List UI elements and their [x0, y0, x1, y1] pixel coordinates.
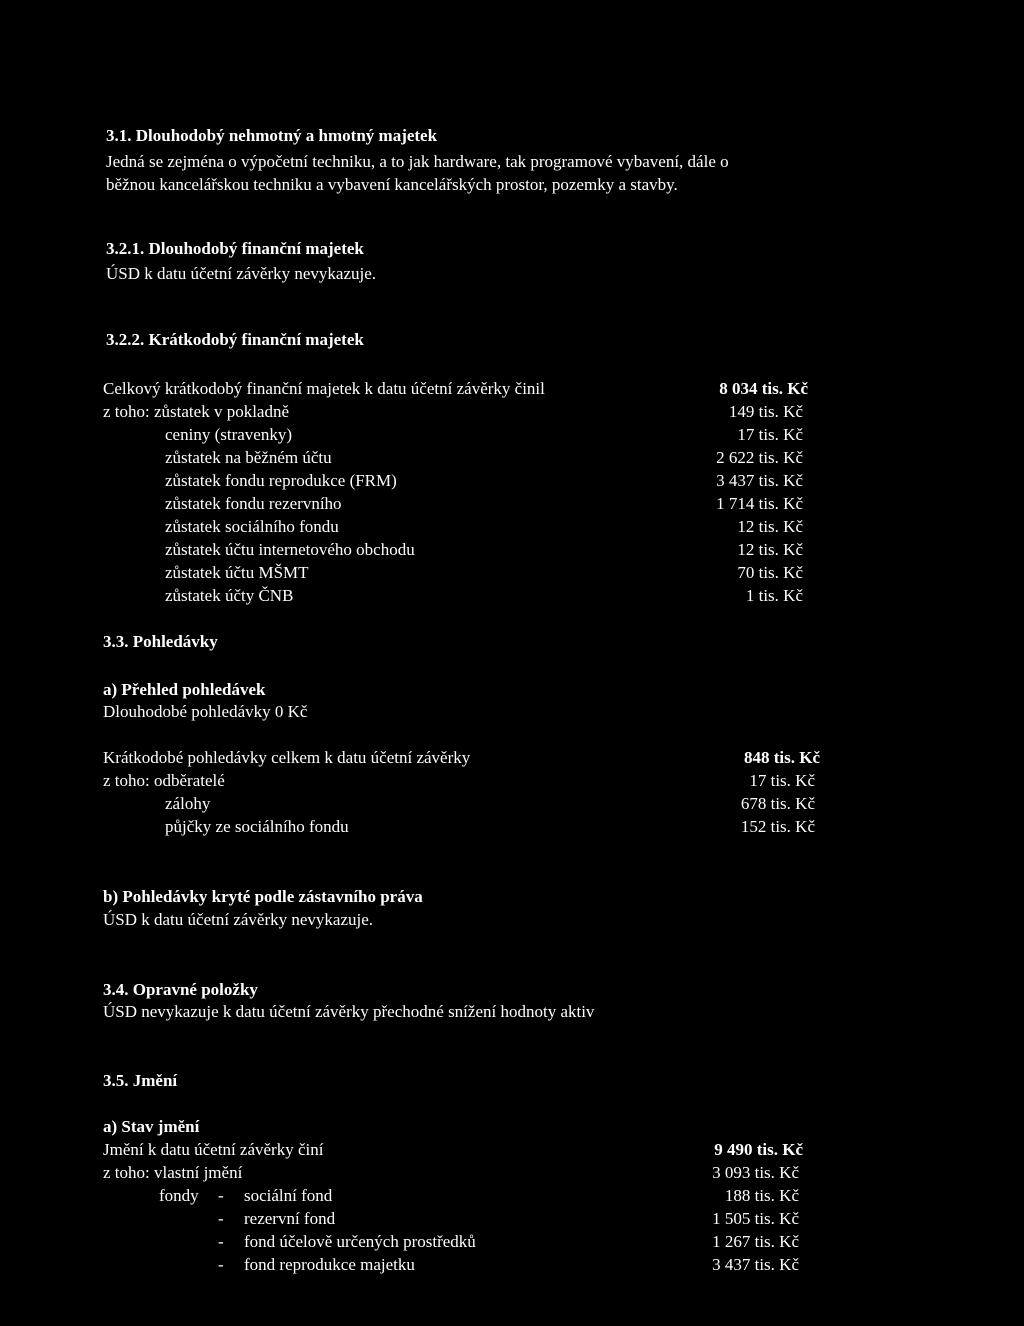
- short-term-item-value: 2 622 tis. Kč: [716, 448, 803, 467]
- short-term-financial-total-row: [103, 378, 808, 401]
- short-term-item-value: 149 tis. Kč: [728, 402, 803, 421]
- short-term-financial-total-label: Celkový krátkodobý finanční majetek k datu účetní závěrky činil: [103, 379, 545, 398]
- fund-value: 3 437 tis. Kč: [712, 1255, 799, 1274]
- equity-total-value: 9 490 tis. Kč: [714, 1140, 803, 1159]
- short-term-item-value: 3 437 tis. Kč: [716, 471, 803, 490]
- short-term-item-row: [103, 401, 803, 424]
- receivable-item-value: 678 tis. Kč: [740, 794, 815, 813]
- short-term-item-value: 70 tis. Kč: [737, 563, 803, 582]
- section-3-5-heading: 3.5. Jmění: [103, 1071, 178, 1090]
- short-term-item-label: zůstatek účtu MŠMT: [165, 563, 309, 582]
- section-3-4-heading: 3.4. Opravné položky: [103, 980, 258, 999]
- receivable-item-row: [103, 793, 815, 816]
- short-term-item-row: [103, 585, 803, 608]
- funds-label: fondy: [159, 1186, 199, 1205]
- fund-dash: -: [218, 1255, 224, 1274]
- short-term-receivables-total-value: 848 tis. Kč: [743, 748, 820, 767]
- receivable-item-row: [103, 770, 815, 793]
- short-term-item-label: zůstatek v pokladně: [154, 402, 290, 421]
- short-term-item-label: zůstatek fondu rezervního: [165, 494, 342, 513]
- own-equity-value: 3 093 tis. Kč: [712, 1163, 799, 1182]
- short-term-item-row: [103, 562, 803, 585]
- receivable-item-value: 152 tis. Kč: [740, 817, 815, 836]
- short-term-item-row: [103, 470, 803, 493]
- fund-dash: -: [218, 1232, 224, 1251]
- short-term-item-value: 12 tis. Kč: [737, 517, 803, 536]
- equity-total-label: Jmění k datu účetní závěrky činí: [103, 1140, 324, 1159]
- fund-dash: -: [218, 1186, 224, 1205]
- receivable-item-label: odběratelé: [154, 771, 225, 790]
- short-term-financial-total-value: 8 034 tis. Kč: [719, 379, 808, 398]
- short-term-receivables-total-row: [103, 747, 820, 770]
- receivable-item-value: 17 tis. Kč: [749, 771, 815, 790]
- section-3-1-text-line-2: běžnou kancelářskou techniku a vybavení kancelářských prostor, pozemky a stavby.: [106, 175, 678, 194]
- fund-value: 1 267 tis. Kč: [712, 1232, 799, 1251]
- short-term-receivables-total-label: Krátkodobé pohledávky celkem k datu účetní závěrky: [103, 748, 471, 767]
- short-term-item-label: zůstatek účtu internetového obchodu: [165, 540, 415, 559]
- equity-total-row: [103, 1139, 803, 1162]
- section-3-2-1-heading: 3.2.1. Dlouhodobý finanční majetek: [106, 239, 364, 258]
- short-term-item-row: [103, 516, 803, 539]
- short-term-item-row: [103, 493, 803, 516]
- fund-row: [103, 1185, 799, 1208]
- own-equity-row: [103, 1162, 799, 1185]
- receivable-item-label: půjčky ze sociálního fondu: [165, 817, 349, 836]
- fund-value: 1 505 tis. Kč: [712, 1209, 799, 1228]
- long-term-receivables-text: Dlouhodobé pohledávky 0 Kč: [103, 702, 308, 721]
- short-term-item-row: [103, 447, 803, 470]
- receivable-item-row: [103, 816, 815, 839]
- fund-dash: -: [218, 1209, 224, 1228]
- own-equity-label: z toho: vlastní jmění: [103, 1163, 243, 1182]
- equity-status-heading: a) Stav jmění: [103, 1117, 200, 1136]
- secured-receivables-heading: b) Pohledávky kryté podle zástavního práva: [103, 887, 423, 906]
- short-term-item-value: 1 714 tis. Kč: [716, 494, 803, 513]
- short-term-item-label: zůstatek účty ČNB: [165, 586, 294, 605]
- fund-row: [103, 1231, 799, 1254]
- fund-label: fond účelově určených prostředků: [244, 1232, 476, 1251]
- fund-label: rezervní fond: [244, 1209, 336, 1228]
- fund-value: 188 tis. Kč: [724, 1186, 799, 1205]
- short-term-item-label: zůstatek sociálního fondu: [165, 517, 339, 536]
- short-term-item-value: 1 tis. Kč: [745, 586, 803, 605]
- fund-row: [103, 1208, 799, 1231]
- short-term-item-label: zůstatek na běžném účtu: [165, 448, 332, 467]
- section-3-4-text: ÚSD nevykazuje k datu účetní závěrky přechodné snížení hodnoty aktiv: [103, 1002, 595, 1021]
- fund-label: sociální fond: [244, 1186, 333, 1205]
- section-3-2-2-heading: 3.2.2. Krátkodobý finanční majetek: [106, 330, 364, 349]
- fund-row: [103, 1254, 799, 1277]
- section-3-1-heading: 3.1. Dlouhodobý nehmotný a hmotný majetek: [106, 126, 438, 145]
- short-term-item-value: 12 tis. Kč: [737, 540, 803, 559]
- receivables-overview-heading: a) Přehled pohledávek: [103, 680, 266, 699]
- secured-receivables-text: ÚSD k datu účetní závěrky nevykazuje.: [103, 910, 374, 929]
- fund-label: fond reprodukce majetku: [244, 1255, 415, 1274]
- short-term-prefix: z toho:: [103, 402, 150, 421]
- short-term-item-label: ceniny (stravenky): [165, 425, 292, 444]
- short-term-item-label: zůstatek fondu reprodukce (FRM): [165, 471, 397, 490]
- short-term-item-row: [103, 539, 803, 562]
- short-term-item-value: 17 tis. Kč: [737, 425, 803, 444]
- section-3-2-1-text: ÚSD k datu účetní závěrky nevykazuje.: [106, 264, 377, 283]
- receivable-item-label: zálohy: [165, 794, 211, 813]
- section-3-1-text-line-1: Jedná se zejména o výpočetní techniku, a to jak hardware, tak programové vybavení, dále o: [106, 152, 729, 171]
- section-3-3-heading: 3.3. Pohledávky: [103, 632, 218, 651]
- receivables-prefix: z toho:: [103, 771, 150, 790]
- short-term-item-row: [103, 424, 803, 447]
